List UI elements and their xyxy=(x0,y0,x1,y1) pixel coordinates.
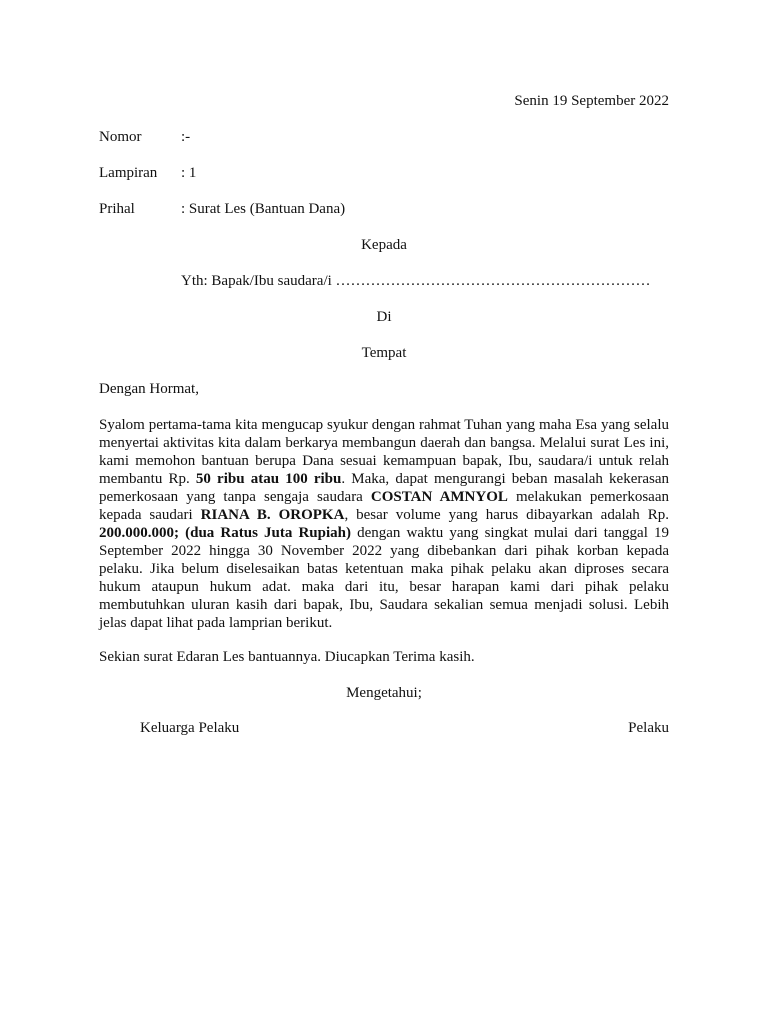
mengetahui-label: Mengetahui; xyxy=(346,685,422,701)
body-text-1: Syalom pertama-tama kita mengucap syukur dengan rahmat Tuhan yang maha Esa yang selalu menyertai aktivitas kita dalam berkarya membangun daerah dan bangsa. Melalui surat Les ini, kami memohon bantuan berupa Dana sesuai kemampuan bapak, Ibu, saudara/i untuk relah membantu Rp. xyxy=(99,417,669,487)
body-text-4: , besar volume yang harus dibayarkan adalah Rp. xyxy=(344,507,669,523)
meta-label-lampiran: Lampiran xyxy=(99,165,158,181)
body-text-5: dengan waktu yang singkat mulai dari tanggal 19 September 2022 hingga 30 November 2022 yang dibebankan dari pihak korban kepada pelaku. Jika belum diselesaikan batas ketentuan maka pihak pelaku akan diproses secara hukum ataupun hukum adat. maka dari itu, besar harapan kami dari pihak pelaku membutuhkan uluran kasih dari bapak, Ibu, Saudara sekalian semua menjadi solusi. Lebih jelas dapat lihat pada lamprian berikut. xyxy=(99,525,669,631)
meta-row-lampiran xyxy=(99,165,196,182)
body-bold-perpetrator: COSTAN AMNYOL xyxy=(370,489,508,505)
meta-row-prihal xyxy=(99,201,345,218)
body-bold-total: 200.000.000; (dua Ratus Juta Rupiah) xyxy=(99,525,351,541)
signature-keluarga-pelaku: Keluarga Pelaku xyxy=(140,720,240,736)
body-bold-victim: RIANA B. OROPKA xyxy=(200,507,345,523)
recipient-tempat: Tempat xyxy=(361,345,407,361)
letter-date: Senin 19 September 2022 xyxy=(514,93,669,109)
body-bold-amount: 50 ribu atau 100 ribu xyxy=(195,471,342,487)
greeting: Dengan Hormat, xyxy=(99,381,199,397)
recipient-kepada: Kepada xyxy=(361,237,407,253)
recipient-yth: Yth: Bapak/Ibu saudara/i ……………………………………………………… xyxy=(181,273,651,289)
meta-value-lampiran: : 1 xyxy=(181,165,197,181)
meta-value-nomor: :- xyxy=(181,129,191,145)
body-paragraph xyxy=(99,416,669,632)
body-text-3: melakukan pemerkosaan kepada saudari xyxy=(99,489,669,523)
meta-value-prihal: : Surat Les (Bantuan Dana) xyxy=(181,201,346,217)
body-text-2: . Maka, dapat mengurangi beban masalah kekerasan pemerkosaan yang tanpa sengaja saudara xyxy=(99,471,670,505)
recipient-di: Di xyxy=(376,309,392,325)
meta-label-nomor: Nomor xyxy=(99,129,142,145)
closing-line: Sekian surat Edaran Les bantuannya. Diucapkan Terima kasih. xyxy=(99,649,475,665)
signature-pelaku: Pelaku xyxy=(628,720,669,736)
meta-label-prihal: Prihal xyxy=(99,201,135,217)
meta-row-nomor xyxy=(99,129,190,146)
